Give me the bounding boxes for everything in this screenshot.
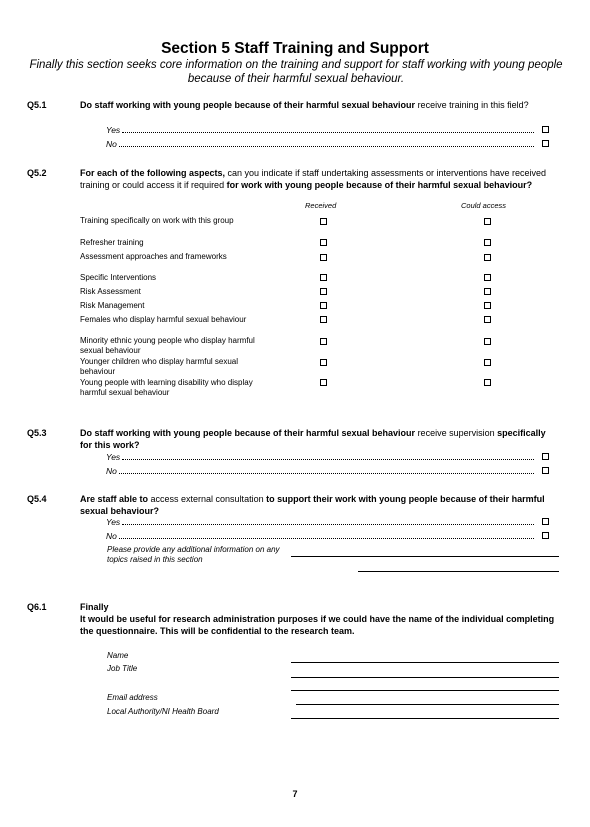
question-text-rest: receive training in this field? [415, 100, 529, 110]
additional-info-line[interactable] [291, 556, 559, 557]
option-no [106, 138, 536, 149]
section-intro: Finally this section seeks core information on the training and support for staff working with young people because of their harmful sexual behaviour. [29, 59, 563, 85]
aspect-label: Training specifically on work with this group [80, 216, 234, 225]
question-text-bold: Are staff able to [80, 494, 149, 504]
checkbox-received[interactable] [320, 338, 327, 345]
page-number: 7 [292, 789, 298, 799]
additional-info-label: Please provide any additional information on any topics raised in this section [107, 545, 280, 564]
aspect-label: Risk Assessment [80, 287, 141, 296]
aspect-label: Assessment approaches and frameworks [80, 252, 227, 261]
checkbox-received[interactable] [320, 274, 327, 281]
checkbox-could-access[interactable] [484, 274, 491, 281]
column-header-received: Received [305, 201, 337, 210]
column-header-could-access: Could access [461, 201, 507, 210]
authority-label: Local Authority/NI Health Board [107, 707, 219, 716]
name-label: Name [107, 651, 129, 660]
checkbox-received[interactable] [320, 316, 327, 323]
checkbox-received[interactable] [320, 254, 327, 261]
checkbox-yes[interactable] [542, 518, 549, 525]
checkbox-could-access[interactable] [484, 254, 491, 261]
checkbox-could-access[interactable] [484, 218, 491, 225]
question-text-bold-end: specifically for this work? [80, 428, 546, 450]
checkbox-no[interactable] [542, 140, 549, 147]
aspect-label: Minority ethnic young people who display harmful sexual behaviour [80, 336, 255, 355]
aspect-label: Females who display harmful sexual behaviour [80, 315, 247, 324]
checkbox-yes[interactable] [542, 126, 549, 133]
question-heading: Finally [80, 602, 109, 612]
email-label: Email address [107, 693, 158, 702]
option-label: Yes [106, 517, 121, 527]
email-line[interactable] [296, 704, 559, 705]
option-yes [106, 451, 536, 462]
question-text-rest: can you indicate if staff undertaking assessments or interventions have received training or could access it if required [80, 168, 547, 190]
checkbox-could-access[interactable] [484, 288, 491, 295]
checkbox-could-access[interactable] [484, 239, 491, 246]
question-text [80, 494, 550, 517]
job-title-line-2[interactable] [291, 690, 559, 691]
aspect-label: Younger children who display harmful sexual behaviour [80, 357, 239, 376]
question-text [80, 100, 550, 112]
job-title-line[interactable] [291, 677, 559, 678]
question-number: Q5.3 [27, 428, 47, 438]
option-label: No [106, 531, 117, 541]
question-text [80, 168, 550, 191]
section-title: Section 5 Staff Training and Support [161, 40, 429, 57]
checkbox-received[interactable] [320, 359, 327, 366]
option-label: Yes [106, 452, 121, 462]
question-text-rest: receive supervision [415, 428, 498, 438]
option-label: No [106, 466, 117, 476]
option-no [106, 530, 536, 541]
question-number: Q6.1 [27, 602, 47, 612]
question-text-rest: access external consultation [148, 494, 267, 504]
question-number: Q5.1 [27, 100, 47, 110]
question-text-bold: Do staff working with young people because of their harmful sexual behaviour [80, 428, 416, 438]
question-number: Q5.4 [27, 494, 47, 504]
option-label: Yes [106, 125, 121, 135]
checkbox-could-access[interactable] [484, 338, 491, 345]
question-text [80, 428, 550, 451]
aspect-label: Refresher training [80, 238, 144, 247]
question-text-bold-end: for work with young people because of their harmful sexual behaviour? [226, 179, 533, 190]
question-text-bold: For each of the following aspects, [80, 168, 226, 178]
aspect-label: Specific Interventions [80, 273, 157, 282]
option-yes [106, 516, 536, 527]
checkbox-received[interactable] [320, 288, 327, 295]
checkbox-received[interactable] [320, 379, 327, 386]
authority-line[interactable] [291, 718, 559, 719]
question-number: Q5.2 [27, 168, 47, 178]
checkbox-received[interactable] [320, 239, 327, 246]
aspect-label: Risk Management [80, 301, 145, 310]
checkbox-could-access[interactable] [484, 316, 491, 323]
checkbox-yes[interactable] [542, 453, 549, 460]
checkbox-received[interactable] [320, 218, 327, 225]
checkbox-received[interactable] [320, 302, 327, 309]
additional-info-line[interactable] [358, 571, 559, 572]
option-yes [106, 124, 536, 135]
question-text: It would be useful for research administration purposes if we could have the name of the individual completing the questionnaire. This will be confidential to the research team. [80, 614, 555, 636]
option-label: No [106, 139, 117, 149]
question-text-bold-end: to support their work with young people because of their harmful sexual behaviour? [80, 494, 545, 516]
option-no [106, 465, 536, 476]
checkbox-no[interactable] [542, 532, 549, 539]
job-title-label: Job Title [107, 664, 138, 673]
question-text-bold: Do staff working with young people because of their harmful sexual behaviour [80, 100, 416, 110]
checkbox-could-access[interactable] [484, 359, 491, 366]
checkbox-could-access[interactable] [484, 302, 491, 309]
aspect-label: Young people with learning disability who display harmful sexual behaviour [80, 378, 253, 397]
checkbox-could-access[interactable] [484, 379, 491, 386]
checkbox-no[interactable] [542, 467, 549, 474]
name-line[interactable] [291, 662, 559, 663]
